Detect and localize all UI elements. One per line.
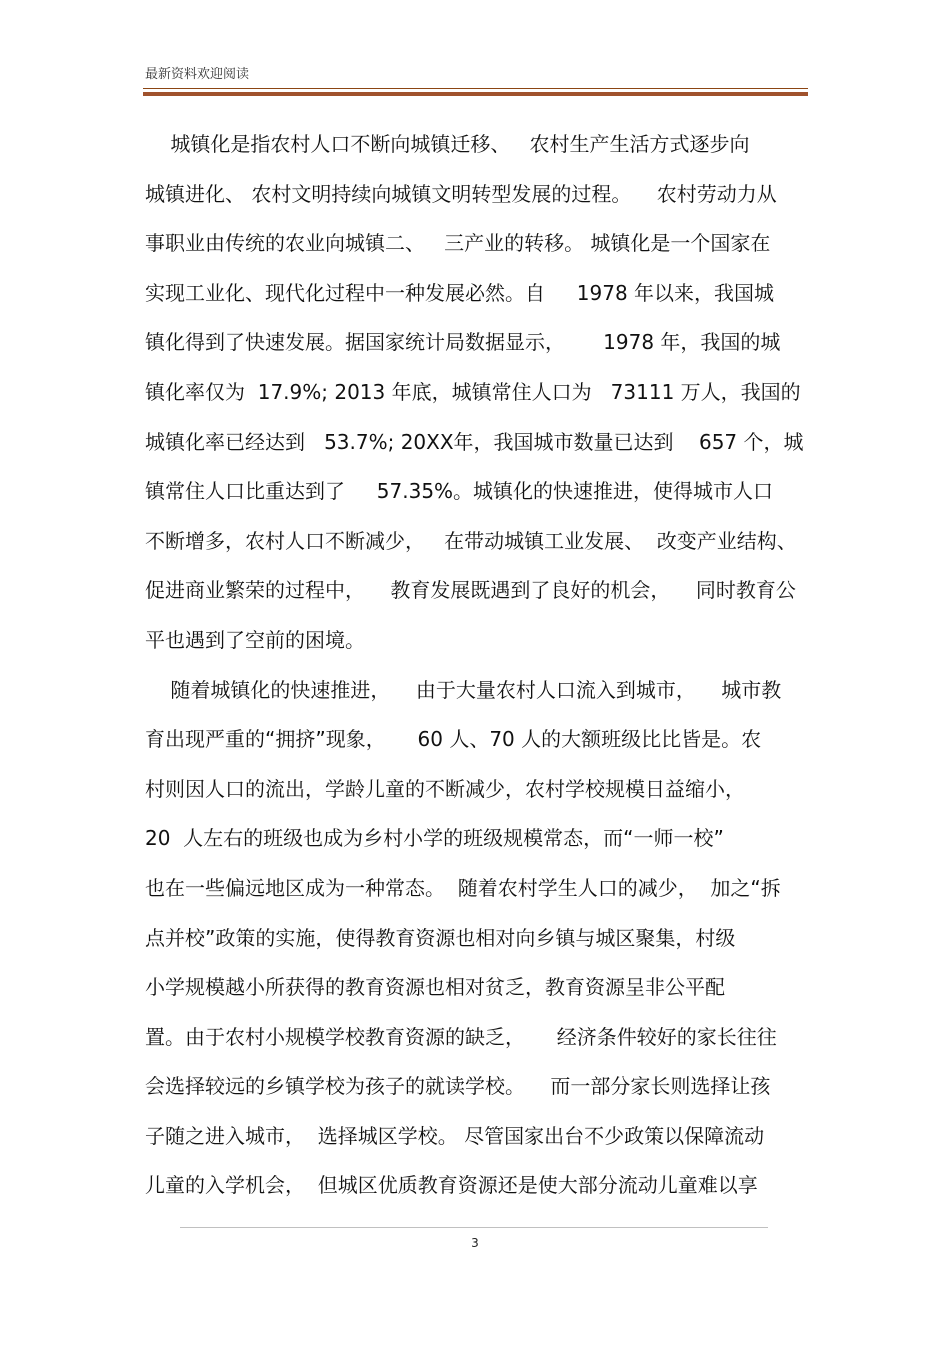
text-line: 20 人左右的班级也成为乡村小学的班级规模常态，而“一师一校”: [145, 826, 724, 851]
header-divider-thin: [143, 88, 808, 89]
text-line: 事职业由传统的农业向城镇二、 三产业的转移。 城镇化是一个国家在: [145, 231, 771, 256]
running-header: 最新资料欢迎阅读: [145, 67, 250, 82]
footer-divider: [180, 1227, 768, 1228]
text-line: 也在一些偏远地区成为一种常态。 随着农村学生人口的减少， 加之“拆: [145, 875, 781, 900]
text-line: 小学规模越小所获得的教育资源也相对贫乏，教育资源呈非公平配: [145, 975, 725, 1000]
text-line: 育出现严重的“拥挤”现象， 60 人、70 人的大额班级比比皆是。农: [145, 727, 762, 752]
text-line: 点并校”政策的实施，使得教育资源也相对向乡镇与城区聚集，村级: [145, 925, 736, 950]
text-line: 平也遇到了空前的困境。: [145, 627, 365, 652]
text-line: 镇常住人口比重达到了 57.35%。城镇化的快速推进，使得城市人口: [145, 479, 774, 504]
text-line: 随着城镇化的快速推进， 由于大量农村人口流入到城市， 城市教: [145, 677, 782, 702]
text-line: 会选择较远的乡镇学校为孩子的就读学校。 而一部分家长则选择让孩: [145, 1074, 771, 1099]
text-line: 促进商业繁荣的过程中， 教育发展既遇到了良好的机会， 同时教育公: [145, 578, 796, 603]
text-line: 实现工业化、现代化过程中一种发展必然。自 1978 年以来，我国城: [145, 280, 775, 305]
text-line: 置。由于农村小规模学校教育资源的缺乏， 经济条件较好的家长往往: [145, 1024, 777, 1049]
text-line: 镇化率仅为 17.9%; 2013 年底，城镇常住人口为 73111 万人，我国的: [145, 379, 801, 404]
body-text: [145, 120, 805, 1211]
text-line: 镇化得到了快速发展。据国家统计局数据显示， 1978 年，我国的城: [145, 330, 781, 355]
text-line: 城镇进化、 农村文明持续向城镇文明转型发展的过程。 农村劳动力从: [145, 181, 777, 206]
text-line: 村则因人口的流出，学龄儿童的不断减少，农村学校规模日益缩小，: [145, 776, 745, 801]
text-line: 城镇化率已经达到 53.7%; 20XX年，我国城市数量已达到 657 个，城: [145, 429, 804, 454]
text-line: 儿童的入学机会， 但城区优质教育资源还是使大部分流动儿童难以享: [145, 1173, 758, 1198]
text-line: 城镇化是指农村人口不断向城镇迁移、 农村生产生活方式逐步向: [145, 132, 750, 156]
header-divider-thick: [143, 92, 808, 96]
page-number: 3: [471, 1236, 479, 1250]
text-line: 子随之进入城市， 选择城区学校。 尽管国家出台不少政策以保障流动: [145, 1123, 765, 1148]
text-line: 不断增多，农村人口不断减少， 在带动城镇工业发展、 改变产业结构、: [145, 528, 797, 553]
